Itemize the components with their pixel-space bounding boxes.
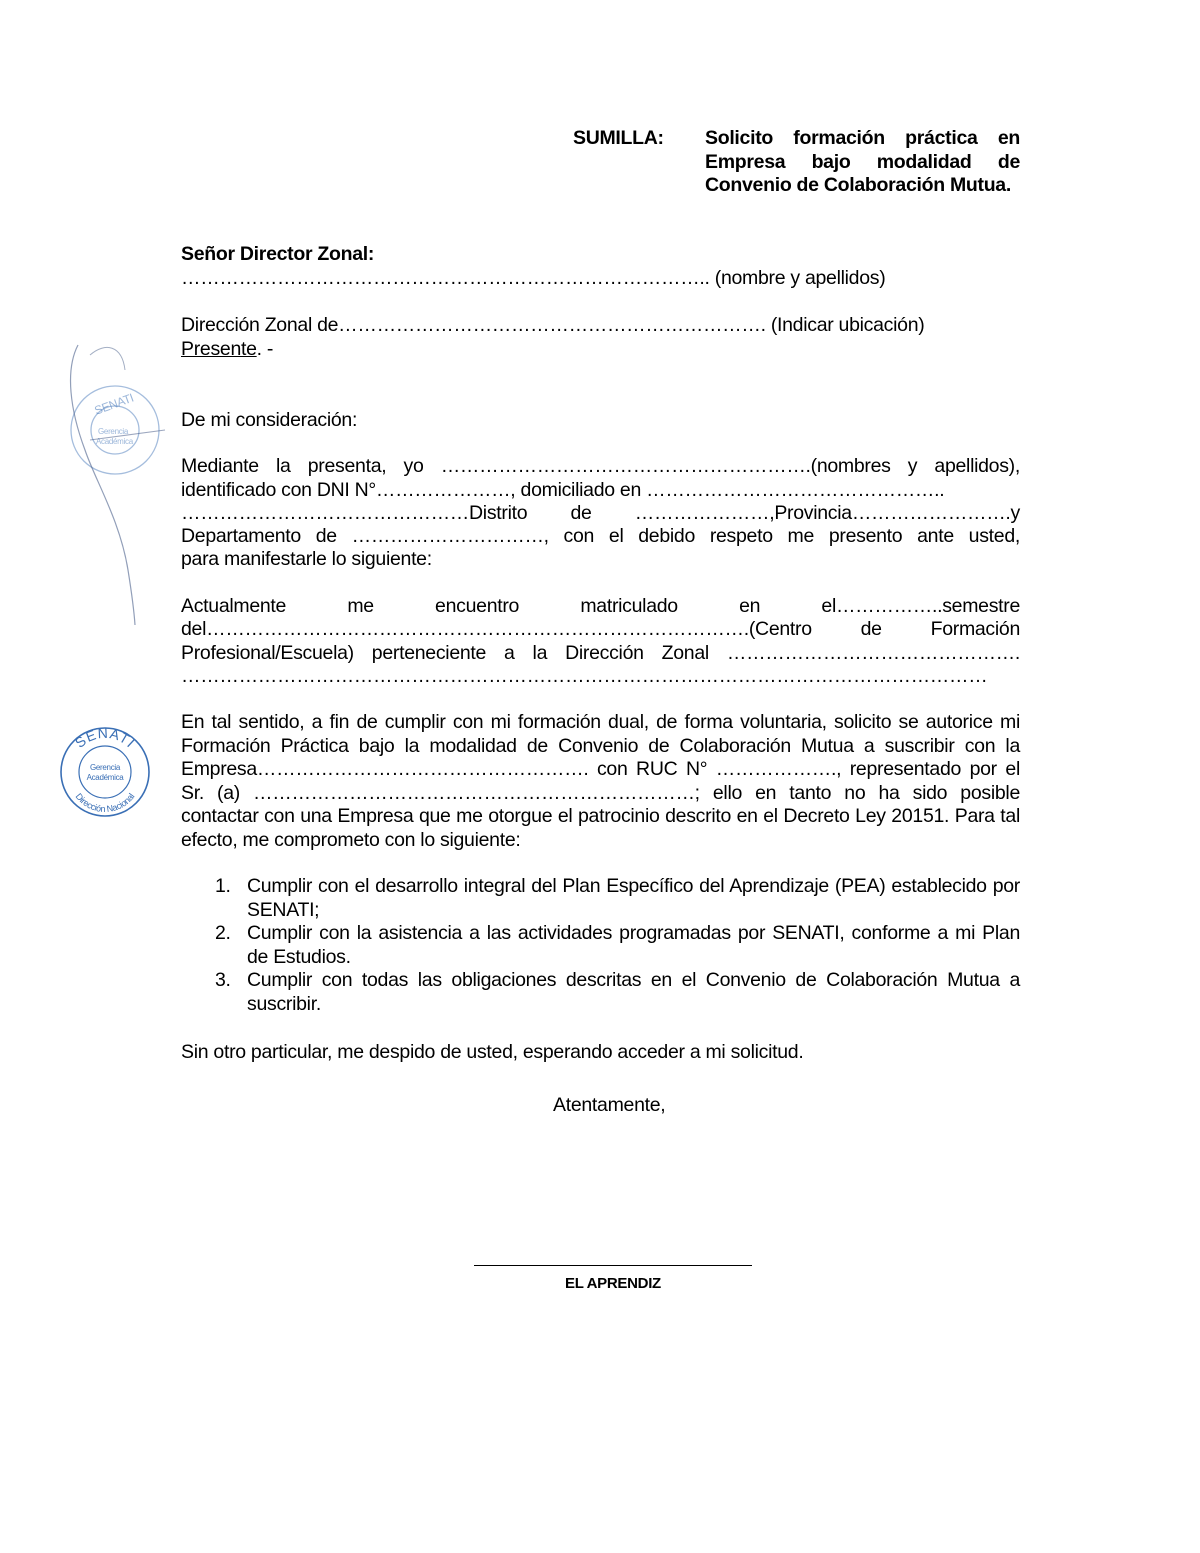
commitment-text: Cumplir con la asistencia a las actividades programadas por SENATI, conforme a mi Plan de Estudios. — [247, 922, 1020, 968]
paragraph2-line: ……………………………………………………………………………………………………………… — [181, 665, 988, 687]
commitment-number: 3. — [215, 969, 231, 991]
paragraph1-line: para manifestarle lo siguiente: — [181, 548, 432, 570]
svg-text:Gerencia: Gerencia — [89, 763, 121, 772]
paragraph1-line: Departamento de …………………………, con el debido respeto me presento ante usted, — [181, 525, 1020, 547]
greeting: De mi consideración: — [181, 409, 358, 431]
svg-text:Académica: Académica — [86, 773, 124, 782]
paragraph3: En tal sentido, a fin de cumplir con mi formación dual, de forma voluntaria, solicito se autorice mi Formación Práctica bajo la modalidad de Convenio de Colaboración Mutua a suscribir con la Empresa……………………………………………. con RUC N° ………………., representado por el Sr. (a) ……………………………………………………………; ello en tanto no ha sido posible contactar con una Empresa que me otorgue el patrocinio descrito en el Decreto Ley 20151. Para tal efecto, me comprometo con lo siguiente: — [181, 711, 1020, 851]
svg-text:SENATI — [72, 725, 139, 751]
svg-text:SENATI: SENATI — [92, 390, 136, 418]
paragraph1-line: identificado con DNI N°…………………, domiciliado en ……………………………………….. — [181, 479, 945, 501]
closing-text: Sin otro particular, me despido de usted, esperando acceder a mi solicitud. — [181, 1041, 804, 1063]
paragraph2-line: del………………………………………………………………………….(Centro de Formación — [181, 618, 1020, 640]
signature-line — [474, 1265, 752, 1266]
commitment-item — [181, 969, 1020, 1016]
stamp-unit-text: Dirección Nacional — [73, 791, 137, 815]
paragraph2-line: Profesional/Escuela) perteneciente a la Dirección Zonal ………………………………………. — [181, 642, 1020, 664]
seal-stamp-senati — [57, 724, 153, 820]
svg-text:Académica: Académica — [96, 437, 133, 446]
commitment-text: Cumplir con todas las obligaciones descritas en el Convenio de Colaboración Mutua a suscribir. — [247, 969, 1020, 1015]
commitments-list — [181, 875, 1020, 1016]
sumilla-text: Solicito formación práctica en Empresa bajo modalidad de Convenio de Colaboración Mutua. — [705, 127, 1020, 196]
seal-stamp-faint — [60, 330, 180, 630]
zone-line: Dirección Zonal de…………………………………………………………. (Indicar ubicación) — [181, 314, 925, 336]
paragraph1-line: Mediante la presenta, yo ………………………………………………….(nombres y apellidos), — [181, 455, 1020, 477]
presente-suffix: . - — [256, 338, 274, 360]
sumilla-label: SUMILLA: — [573, 127, 664, 149]
commitment-number: 1. — [215, 875, 231, 897]
stamp-org-text: SENATI — [71, 724, 139, 751]
presente-word: Presente — [181, 338, 257, 360]
signature-label: EL APRENDIZ — [565, 1275, 661, 1292]
svg-text:Gerencia: Gerencia — [98, 427, 129, 436]
paragraph2-line: Actualmente me encuentro matriculado en el……………..semestre — [181, 595, 1020, 617]
commitment-number: 2. — [215, 922, 231, 944]
presente-line — [181, 338, 1020, 362]
commitment-text: Cumplir con el desarrollo integral del Plan Específico del Aprendizaje (PEA) establecido por SENATI; — [247, 875, 1020, 921]
commitment-item — [181, 922, 1020, 969]
paragraph1-line: ………………………………………Distrito de …………………,Provincia…………………….y — [181, 502, 1020, 524]
addressee-name-line: ……………………………………………………………………….. (nombre y apellidos) — [181, 267, 886, 289]
commitment-item — [181, 875, 1020, 922]
regards-text: Atentamente, — [553, 1094, 666, 1116]
salutation: Señor Director Zonal: — [181, 243, 375, 265]
